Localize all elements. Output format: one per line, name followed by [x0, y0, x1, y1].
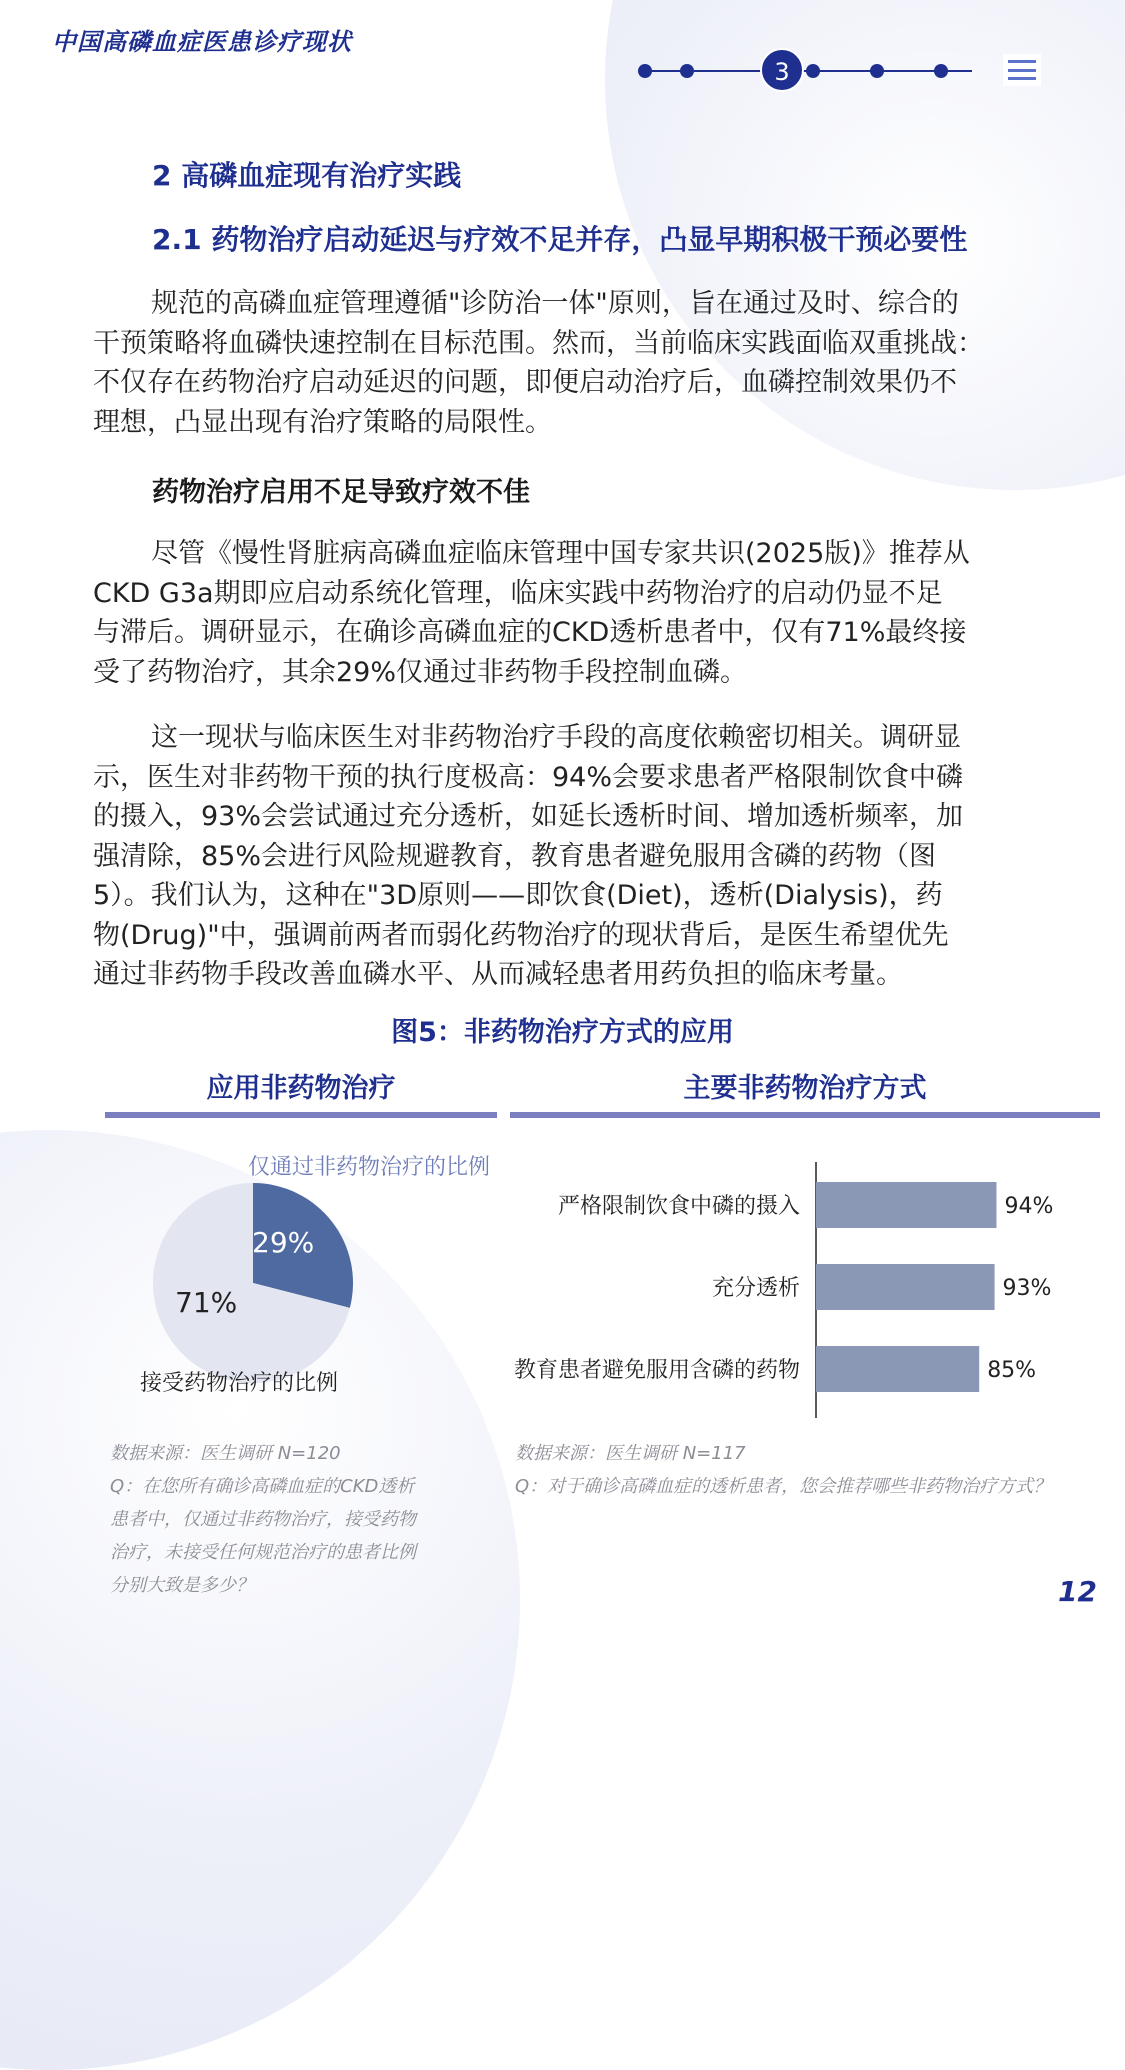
brand-title: 中国高磷血症医患诊疗现状: [52, 28, 352, 56]
nav-dot-6[interactable]: [934, 64, 948, 78]
nav-current-section[interactable]: 3: [760, 48, 804, 92]
text-line: CKD G3a期即应启动系统化管理，临床实践中药物治疗的启动仍显不足: [93, 577, 943, 609]
pie-chart: [150, 1180, 356, 1386]
bar-category-label: 教育患者避免服用含磷的药物: [513, 1358, 800, 1383]
section-heading: 2 高磷血症现有治疗实践: [152, 159, 462, 192]
note-line: Q：在您所有确诊高磷血症的CKD透析: [110, 1476, 415, 1497]
nav-dot-4[interactable]: [806, 64, 820, 78]
bar-value-label: 93%: [1002, 1276, 1052, 1301]
text-line: 不仅存在药物治疗启动延迟的问题，即便启动治疗后，血磷控制效果仍不: [93, 367, 957, 398]
menu-icon[interactable]: [1003, 54, 1041, 86]
pie-value-label: 71%: [175, 1286, 238, 1319]
bar-value-label: 85%: [987, 1358, 1037, 1383]
bar-category-label: 充分透析: [711, 1276, 800, 1301]
section-navigation: [640, 46, 980, 96]
note-line: Q：对于确诊高磷血症的透析患者，您会推荐哪些非药物治疗方式？: [515, 1476, 1052, 1497]
bar: [816, 1182, 996, 1228]
nav-dot-1[interactable]: [638, 64, 652, 78]
text-line: 强清除，85%会进行风险规避教育，教育患者避免服用含磷的药物（图: [93, 840, 937, 872]
text-line: 的摄入，93%会尝试通过充分透析，如延长透析时间、增加透析频率，加: [93, 801, 964, 832]
text-line: 规范的高磷血症管理遵循"诊防治一体"原则，旨在通过及时、综合的: [151, 288, 959, 319]
bar-value-label: 94%: [1004, 1194, 1054, 1219]
paragraph-2: [93, 534, 1035, 692]
pie-value-label: 29%: [252, 1226, 315, 1259]
left-panel-heading: 应用非药物治疗: [206, 1073, 396, 1104]
right-panel-heading: 主要非药物治疗方式: [683, 1073, 927, 1104]
page-number: 12: [1058, 1575, 1097, 1608]
figure-title: 图5：非药物治疗方式的应用: [391, 1017, 734, 1048]
menu-icon-bar: [1008, 69, 1036, 72]
text-line: 与滞后。调研显示，在确诊高磷血症的CKD透析患者中，仅有71%最终接: [93, 617, 967, 648]
right-source-note: [515, 1437, 1051, 1503]
text-line: 5）。我们认为，这种在"3D原则——即饮食(Diet)，透析(Dialysis)，药: [93, 880, 943, 911]
text-line: 受了药物治疗，其余29%仅通过非药物手段控制血磷。: [93, 656, 748, 688]
pie-label-non-drug: 仅通过非药物治疗的比例: [248, 1155, 491, 1180]
note-line: 治疗，未接受任何规范治疗的患者比例: [110, 1542, 416, 1563]
nav-dot-2[interactable]: [680, 64, 694, 78]
bar: [816, 1346, 979, 1392]
note-line: 数据来源：医生调研 N=117: [515, 1443, 746, 1464]
menu-icon-bar: [1008, 60, 1036, 63]
note-line: 数据来源：医生调研 N=120: [110, 1443, 341, 1464]
subsection-heading: 2.1 药物治疗启动延迟与疗效不足并存，凸显早期积极干预必要性: [152, 223, 968, 256]
menu-icon-bar: [1008, 77, 1036, 80]
text-line: 物(Drug)"中，强调前两者而弱化药物治疗的现状背后，是医生希望优先: [93, 919, 949, 951]
paragraph-3: [93, 718, 1035, 995]
text-line: 尽管《慢性肾脏病高磷血症临床管理中国专家共识(2025版)》推荐从: [151, 538, 970, 569]
nav-dot-5[interactable]: [870, 64, 884, 78]
text-line: 通过非药物手段改善血磷水平、从而减轻患者用药负担的临床考量。: [93, 959, 903, 990]
text-line: 干预策略将血磷快速控制在目标范围。然而，当前临床实践面临双重挑战：: [93, 327, 984, 359]
paragraph-heading: 药物治疗启用不足导致疗效不佳: [152, 477, 530, 508]
left-panel-rule: [105, 1112, 497, 1118]
bar: [816, 1264, 995, 1310]
note-line: 分别大致是多少？: [110, 1575, 254, 1596]
pie-label-drug: 接受药物治疗的比例: [140, 1371, 339, 1396]
left-source-note: [110, 1437, 416, 1602]
bar-chart: [510, 1162, 1100, 1422]
text-line: 示，医生对非药物干预的执行度极高：94%会要求患者严格限制饮食中磷: [93, 761, 964, 793]
text-line: 这一现状与临床医生对非药物治疗手段的高度依赖密切相关。调研显: [151, 722, 961, 753]
note-line: 患者中，仅通过非药物治疗，接受药物: [110, 1509, 416, 1530]
right-panel-rule: [510, 1112, 1100, 1118]
paragraph-1: [93, 284, 1035, 442]
text-line: 理想，凸显出现有治疗策略的局限性。: [93, 406, 552, 438]
bar-category-label: 严格限制饮食中磷的摄入: [557, 1194, 800, 1219]
